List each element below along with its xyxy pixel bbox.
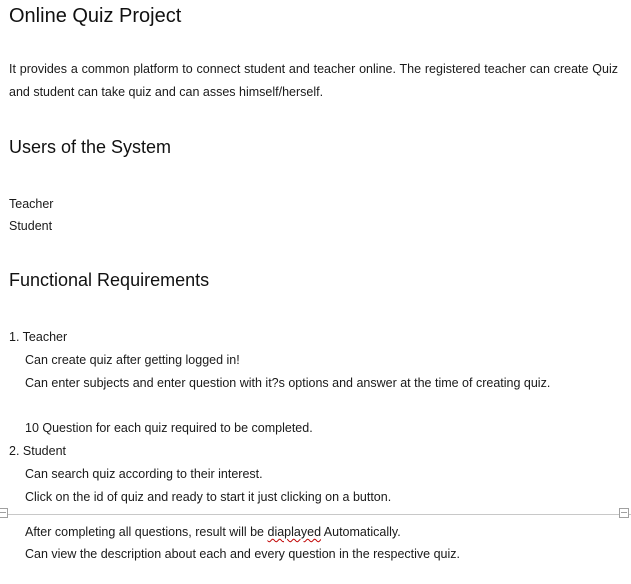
teacher-requirement-item: 10 Question for each quiz required to be completed. [25, 421, 313, 435]
user-item-teacher: Teacher [9, 197, 54, 211]
document-title: Online Quiz Project [9, 5, 182, 27]
student-requirement-item [25, 521, 401, 543]
intro-paragraph: It provides a common platform to connect student and teacher online. The registered teacher can create Quiz and student can take quiz and can asses himself/herself. [9, 62, 618, 99]
student-requirement-item: Can search quiz according to their interest. [25, 467, 263, 481]
teacher-requirement-item: Can create quiz after getting logged in! [25, 353, 240, 367]
users-heading: Users of the System [9, 137, 172, 157]
requirement-label-student: 2. Student [9, 444, 66, 458]
requirements-heading: Functional Requirements [9, 270, 210, 290]
student-requirement-item: Click on the id of quiz and ready to start it just clicking on a button. [25, 490, 392, 504]
page-break-divider [0, 514, 631, 515]
page-break-right-icon [619, 508, 629, 518]
page-break-left-icon [0, 508, 8, 518]
result-text: After completing all questions, result will be [25, 525, 265, 539]
student-requirement-item: Can view the description about each and every question in the respective quiz. [25, 547, 460, 561]
requirement-label-teacher: 1. Teacher [9, 330, 68, 344]
user-item-student: Student [9, 219, 53, 233]
teacher-requirement-item: Can enter subjects and enter question with it?s options and answer at the time of creating quiz. [25, 376, 551, 390]
result-text-end: Automatically. [321, 525, 401, 539]
misspelled-word: diaplayed [267, 525, 322, 539]
